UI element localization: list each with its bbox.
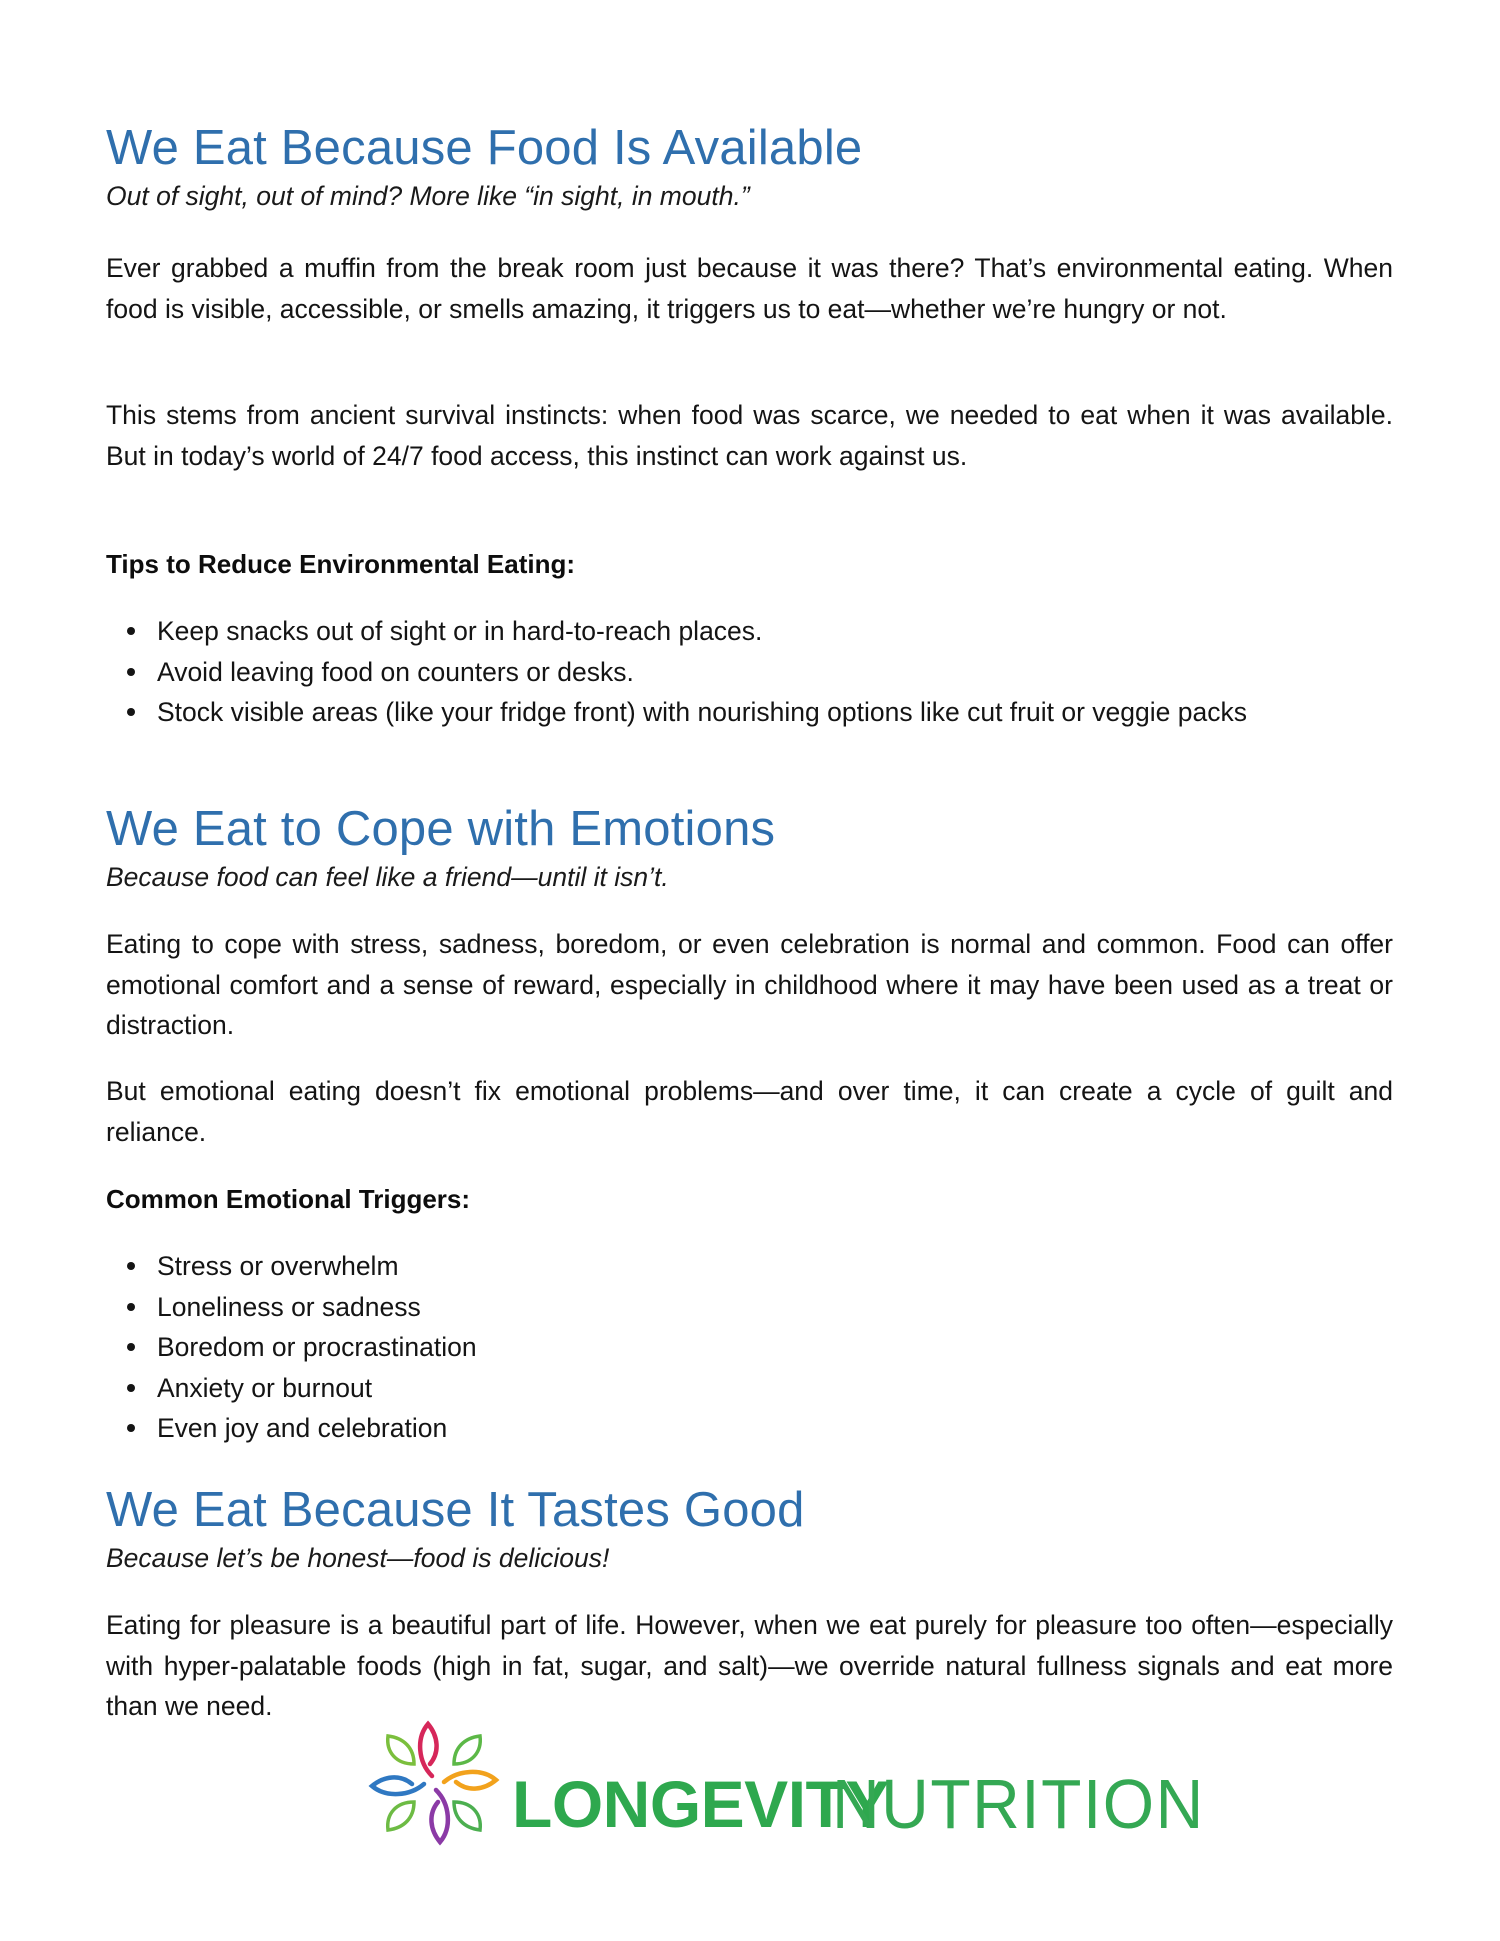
bullet-icon (127, 1384, 135, 1392)
leaf-bottom-right (454, 1802, 480, 1830)
leaf-bottom-left (388, 1802, 414, 1830)
list-label (106, 1179, 1393, 1220)
list-item (106, 1287, 1393, 1328)
section-subtitle: Because let’s be honest—food is delicious! (106, 1543, 610, 1573)
list-item-text: Avoid leaving food on counters or desks. (157, 656, 634, 687)
logo-text-longevity: LONGEVITY (512, 1767, 889, 1841)
triggers-list (106, 1246, 1393, 1449)
section-subtitle: Out of sight, out of mind? More like “in sight, in mouth.” (106, 181, 750, 211)
paragraph (106, 395, 1393, 476)
section-available (106, 120, 1393, 217)
list-item-text: Stress or overwhelm (157, 1251, 399, 1281)
leaf-top-right (454, 1736, 480, 1764)
list-item-text: Boredom or procrastination (157, 1332, 477, 1362)
section-title: We Eat Because Food Is Available (106, 121, 863, 175)
logo-text-nutrition: NUTRITION (832, 1765, 1205, 1843)
bullet-icon (127, 708, 135, 716)
body-text: This stems from ancient survival instincts: when food was scarce, we needed to eat when it was available. But in today’s world of 24/7 food access, this instinct can work against us. (106, 400, 1393, 471)
body-text: Ever grabbed a muffin from the break room just because it was there? That’s environmental eating. When food is visible, accessible, or smells amazing, it triggers us to eat—whether we’re hungry or not. (106, 253, 1393, 324)
list-label (106, 544, 1393, 585)
bullet-icon (127, 668, 135, 676)
flower-leaves-icon (366, 1718, 502, 1848)
section-tastes-good (106, 1482, 1393, 1579)
section-subtitle: Because food can feel like a friend—until it isn’t. (106, 862, 669, 892)
leaf-top (420, 1724, 436, 1776)
bullet-icon (127, 1343, 135, 1351)
list-item-text: Even joy and celebration (157, 1413, 448, 1443)
longevity-nutrition-logo (366, 1718, 1205, 1848)
list-item (106, 1246, 1393, 1287)
bullet-icon (127, 1424, 135, 1432)
bullet-icon (127, 1303, 135, 1311)
leaf-bottom (431, 1790, 447, 1842)
paragraph (106, 248, 1393, 329)
list-item (106, 652, 1393, 693)
list-item (106, 1408, 1393, 1449)
list-item (106, 611, 1393, 652)
body-text: But emotional eating doesn’t fix emotional problems—and over time, it can create a cycle of guilt and reliance. (106, 1076, 1393, 1147)
list-item-text: Anxiety or burnout (157, 1372, 373, 1403)
paragraph (106, 1605, 1393, 1727)
tips-list (106, 611, 1393, 733)
section-title: We Eat to Cope with Emotions (106, 802, 776, 856)
leaf-top-left (388, 1736, 414, 1764)
list-heading: Tips to Reduce Environmental Eating: (106, 549, 576, 579)
section-emotions (106, 801, 1393, 898)
leaf-right (444, 1772, 496, 1789)
list-item (106, 692, 1393, 733)
bullet-icon (127, 627, 135, 635)
list-item (106, 1368, 1393, 1409)
list-item-text: Loneliness or sadness (157, 1291, 421, 1322)
body-text: Eating for pleasure is a beautiful part of life. However, when we eat purely for pleasure too often—especially with hyper-palatable foods (high in fat, sugar, and salt)—we override natural fullness signals and eat more than we need. (106, 1610, 1393, 1721)
section-title: We Eat Because It Tastes Good (106, 1483, 805, 1537)
list-item-text: Keep snacks out of sight or in hard-to-reach places. (157, 616, 763, 646)
list-item (106, 1327, 1393, 1368)
list-heading: Common Emotional Triggers: (106, 1184, 471, 1214)
bullet-icon (127, 1262, 135, 1270)
body-text: Eating to cope with stress, sadness, boredom, or even celebration is normal and common. Food can offer emotional comfort and a sense of reward, especially in childhood where it may have been used as a treat or distraction. (106, 929, 1393, 1040)
leaf-left (372, 1777, 424, 1794)
paragraph (106, 924, 1393, 1046)
list-item-text: Stock visible areas (like your fridge front) with nourishing options like cut fruit or veggie packs (157, 697, 1247, 727)
paragraph (106, 1071, 1393, 1152)
